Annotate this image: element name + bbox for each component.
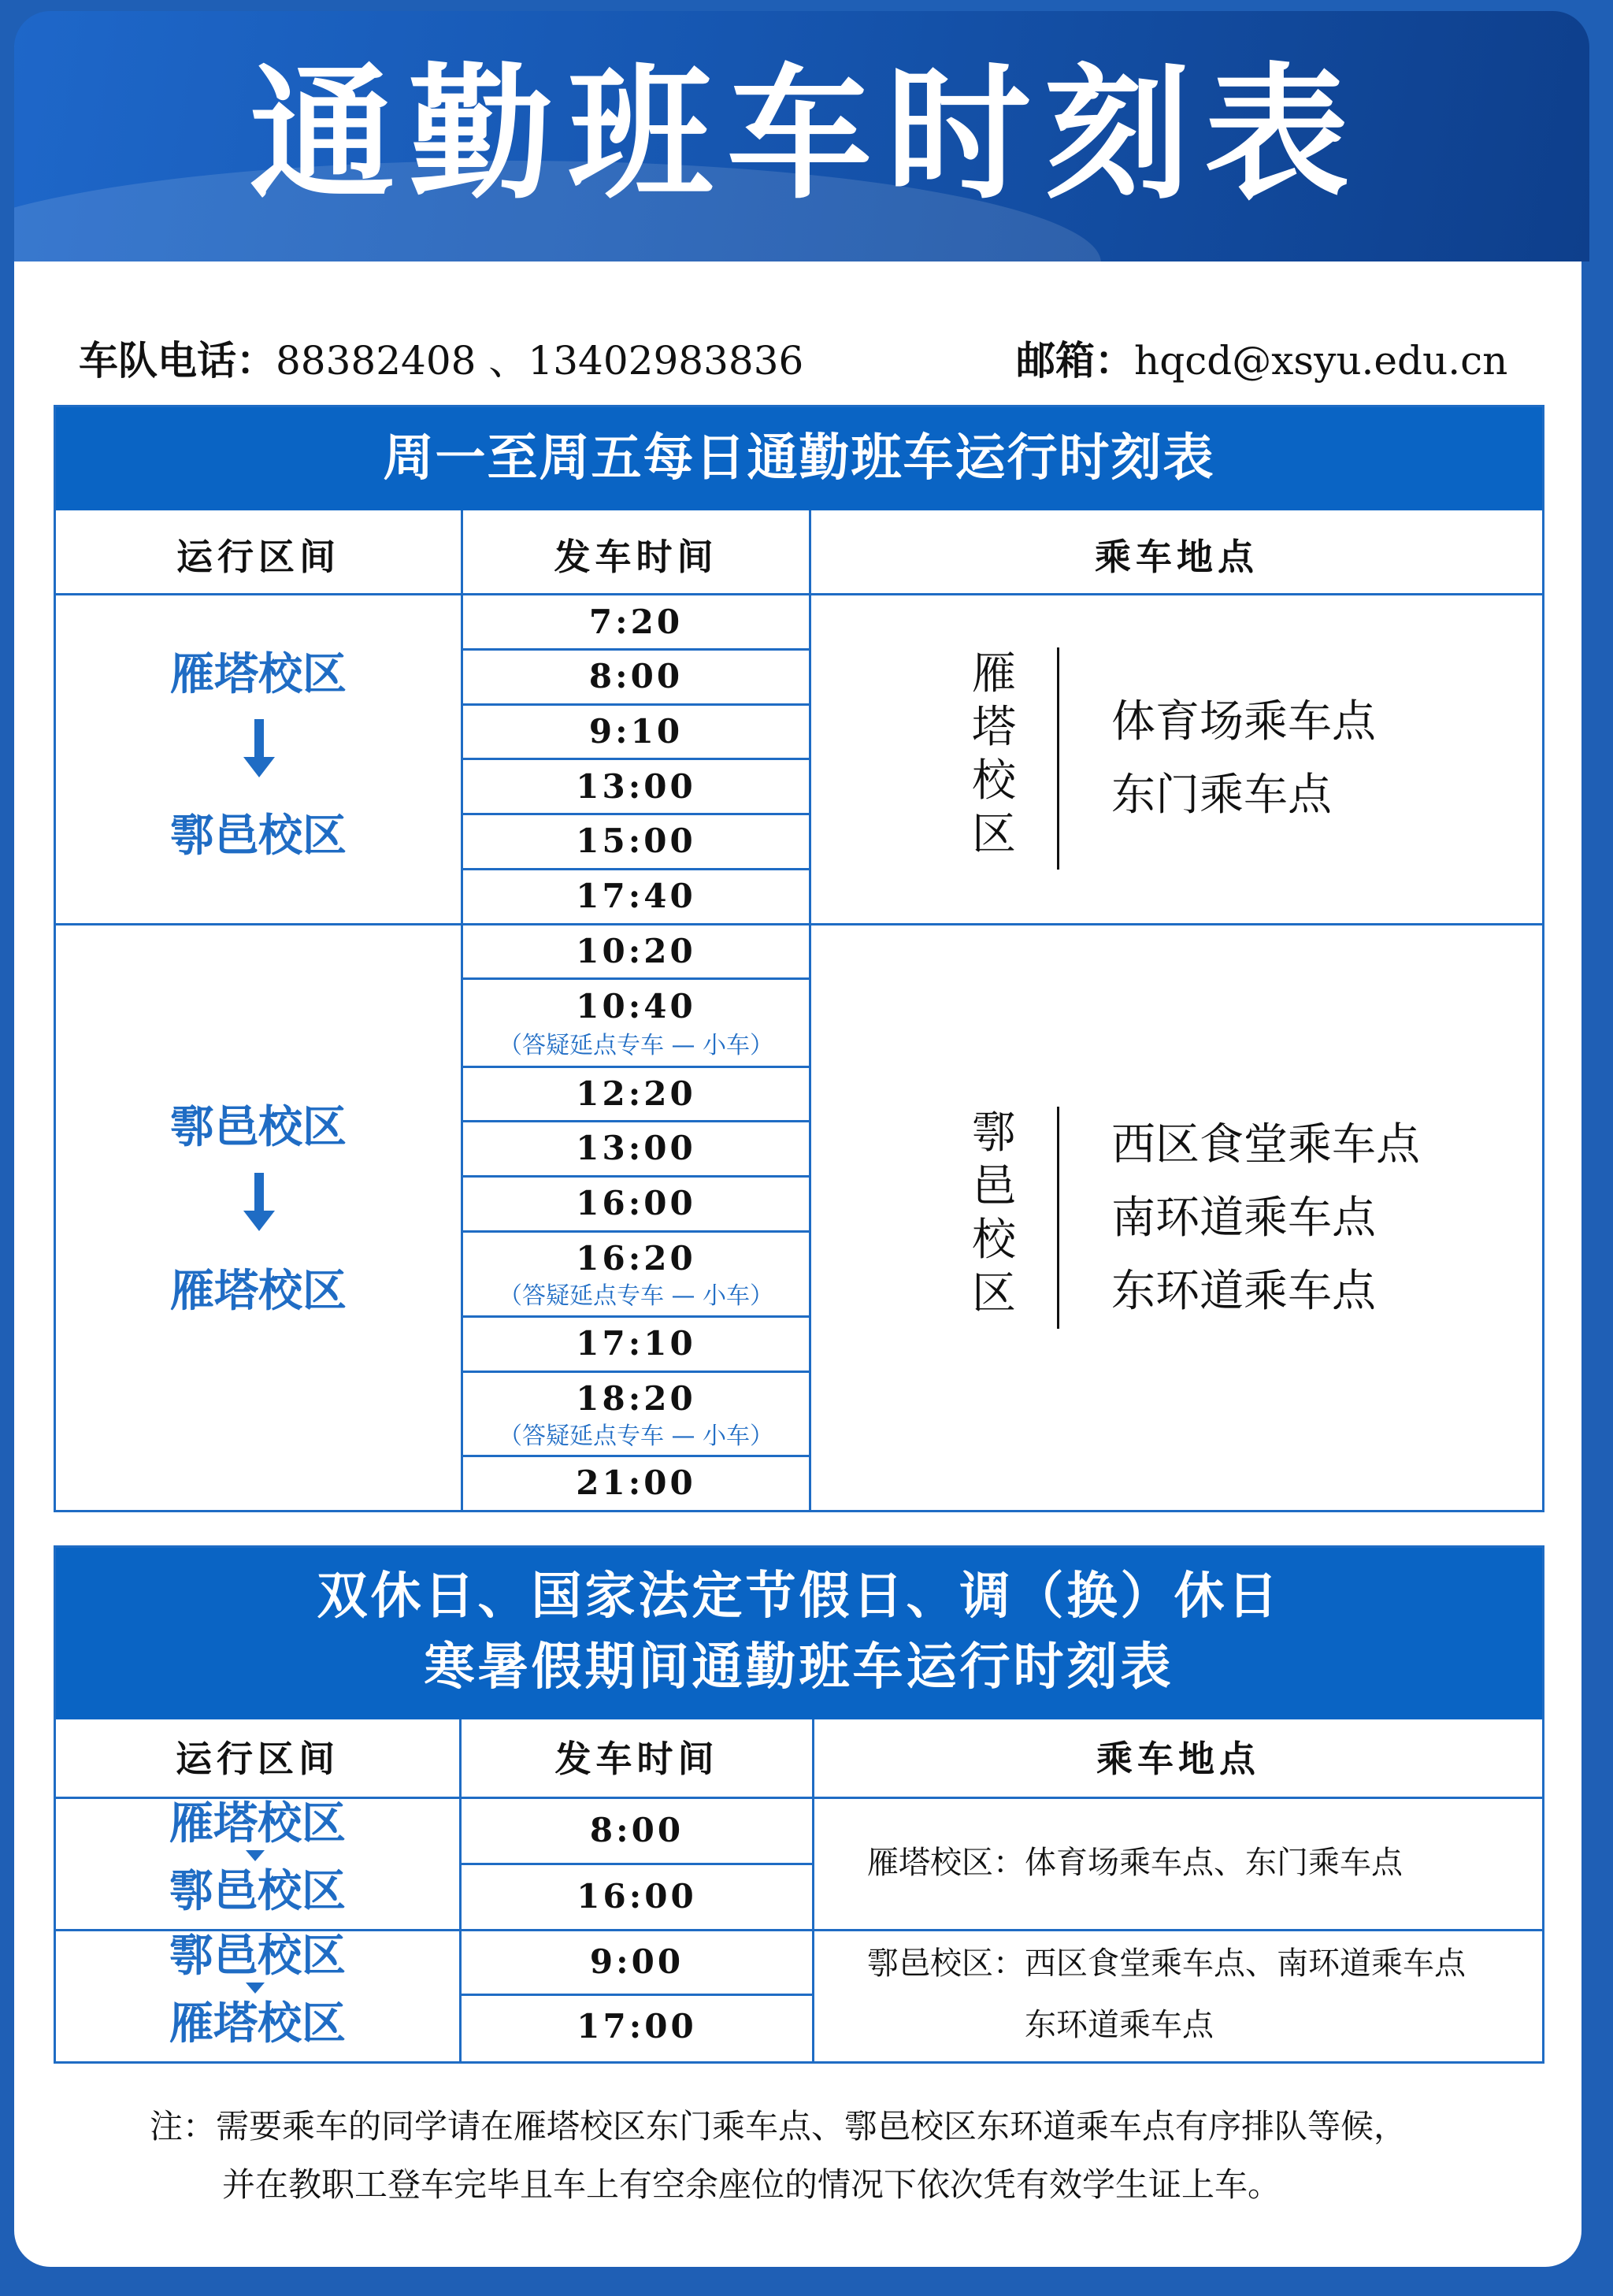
header-stop: 乘车地点 bbox=[1095, 536, 1259, 578]
fleet-phone bbox=[79, 329, 803, 386]
boarding-campus-label: 鄠邑校区： bbox=[867, 1945, 1025, 1982]
page-title: 通勤班车时刻表 bbox=[249, 49, 1363, 219]
boarding-campus bbox=[966, 1107, 1022, 1321]
time-row-divider bbox=[461, 977, 811, 980]
fleet-phone-numbers: 88382408 、13402983836 bbox=[276, 338, 804, 384]
route-origin: 鄠邑校区 bbox=[170, 1102, 347, 1153]
header-route: 运行区间 bbox=[176, 1738, 339, 1780]
route-origin: 鄠邑校区 bbox=[169, 1931, 346, 1982]
stop-bracket-line bbox=[1057, 647, 1059, 870]
weekend-title-line2: 寒暑假期间通勤班车运行时刻表 bbox=[424, 1638, 1174, 1697]
departure-note: （答疑延点专车 — 小车） bbox=[498, 1032, 774, 1059]
departure-time: 13:00 bbox=[576, 1129, 696, 1167]
campus-char: 塔 bbox=[972, 702, 1016, 753]
header-time: 发车时间 bbox=[554, 1738, 719, 1780]
departure-time: 18:20 bbox=[576, 1379, 696, 1418]
boarding-note: 并在教职工登车完毕且车上有空余座位的情况下依次凭有效学生证上车。 bbox=[222, 2165, 1281, 2204]
boarding-stop: 东环道乘车点 bbox=[1111, 1266, 1376, 1317]
departure-time: 7:20 bbox=[588, 603, 684, 641]
departure-note: （答疑延点专车 — 小车） bbox=[498, 1422, 774, 1450]
route-arrow-icon bbox=[246, 1850, 265, 1861]
departure-time: 8:00 bbox=[589, 1811, 684, 1849]
route-arrow-shaft bbox=[254, 719, 264, 759]
boarding-stops: 体育场乘车点、东门乘车点 bbox=[1025, 1845, 1403, 1881]
departure-note: （答疑延点专车 — 小车） bbox=[498, 1282, 774, 1310]
fleet-email-label: 邮箱： bbox=[1016, 338, 1134, 384]
campus-char: 雁 bbox=[972, 648, 1016, 699]
campus-char: 邑 bbox=[972, 1161, 1016, 1212]
header-divider bbox=[56, 593, 1542, 595]
boarding-stops: 西区食堂乘车点、南环道乘车点 bbox=[1025, 1945, 1466, 1982]
time-row-divider bbox=[461, 758, 811, 760]
departure-time: 9:10 bbox=[588, 712, 684, 751]
campus-char: 校 bbox=[972, 755, 1016, 807]
departure-time: 17:40 bbox=[576, 877, 696, 915]
route-origin: 雁塔校区 bbox=[169, 1798, 346, 1849]
route-arrow-icon bbox=[246, 1983, 265, 1994]
departure-time: 10:40 bbox=[576, 987, 696, 1026]
route-destination: 雁塔校区 bbox=[170, 1266, 347, 1317]
weekday-timetable bbox=[54, 405, 1544, 1512]
weekend-table-title bbox=[56, 1548, 1542, 1719]
stop-bracket-line bbox=[1057, 1107, 1059, 1329]
departure-time: 21:00 bbox=[576, 1463, 696, 1502]
route-arrow-icon bbox=[243, 1211, 275, 1231]
route-destination: 鄠邑校区 bbox=[169, 1866, 346, 1917]
departure-time: 16:00 bbox=[577, 1877, 697, 1916]
departure-time: 16:20 bbox=[576, 1239, 696, 1278]
departure-time: 16:00 bbox=[576, 1184, 696, 1222]
departure-time: 15:00 bbox=[576, 822, 696, 860]
weekday-table-title: 周一至周五每日通勤班车运行时刻表 bbox=[56, 407, 1542, 510]
campus-char: 鄠 bbox=[972, 1107, 1016, 1159]
header-time: 发车时间 bbox=[554, 536, 718, 578]
boarding-campus bbox=[966, 647, 1022, 862]
departure-time: 10:20 bbox=[576, 932, 696, 970]
departure-time: 12:20 bbox=[576, 1074, 696, 1113]
departure-time: 17:00 bbox=[577, 2007, 697, 2046]
campus-char: 校 bbox=[972, 1215, 1016, 1266]
fleet-phone-label: 车队电话： bbox=[79, 338, 276, 384]
boarding-stop: 体育场乘车点 bbox=[1111, 696, 1376, 747]
header-route: 运行区间 bbox=[176, 536, 340, 578]
boarding-note: 注：需要乘车的同学请在雁塔校区东门乘车点、鄠邑校区东环道乘车点有序排队等候， bbox=[150, 2107, 1407, 2146]
fleet-email-address: hqcd@xsyu.edu.cn bbox=[1134, 338, 1508, 384]
route-arrow-icon bbox=[243, 757, 275, 777]
departure-time: 8:00 bbox=[588, 657, 684, 695]
route-destination: 雁塔校区 bbox=[169, 1998, 346, 2049]
boarding-stop: 东门乘车点 bbox=[1111, 770, 1332, 821]
boarding-stops: 东环道乘车点 bbox=[1025, 2007, 1214, 2043]
column-divider bbox=[809, 510, 811, 1510]
weekend-timetable bbox=[54, 1545, 1544, 2064]
departure-time: 17:10 bbox=[576, 1324, 696, 1363]
header-stop: 乘车地点 bbox=[1096, 1738, 1260, 1780]
weekend-title-line1: 双休日、国家法定节假日、调（换）休日 bbox=[317, 1567, 1281, 1626]
fleet-email bbox=[1016, 329, 1507, 386]
time-row-divider bbox=[459, 1863, 814, 1865]
boarding-stop: 西区食堂乘车点 bbox=[1111, 1119, 1420, 1170]
route-origin: 雁塔校区 bbox=[170, 649, 347, 700]
route-arrow-shaft bbox=[254, 1173, 264, 1212]
boarding-campus-label: 雁塔校区： bbox=[867, 1845, 1025, 1881]
campus-char: 区 bbox=[972, 1268, 1016, 1319]
campus-char: 区 bbox=[972, 809, 1016, 860]
boarding-stop: 南环道乘车点 bbox=[1111, 1193, 1376, 1244]
departure-time: 13:00 bbox=[576, 767, 696, 806]
departure-time: 9:00 bbox=[589, 1942, 684, 1981]
route-destination: 鄠邑校区 bbox=[170, 810, 347, 862]
